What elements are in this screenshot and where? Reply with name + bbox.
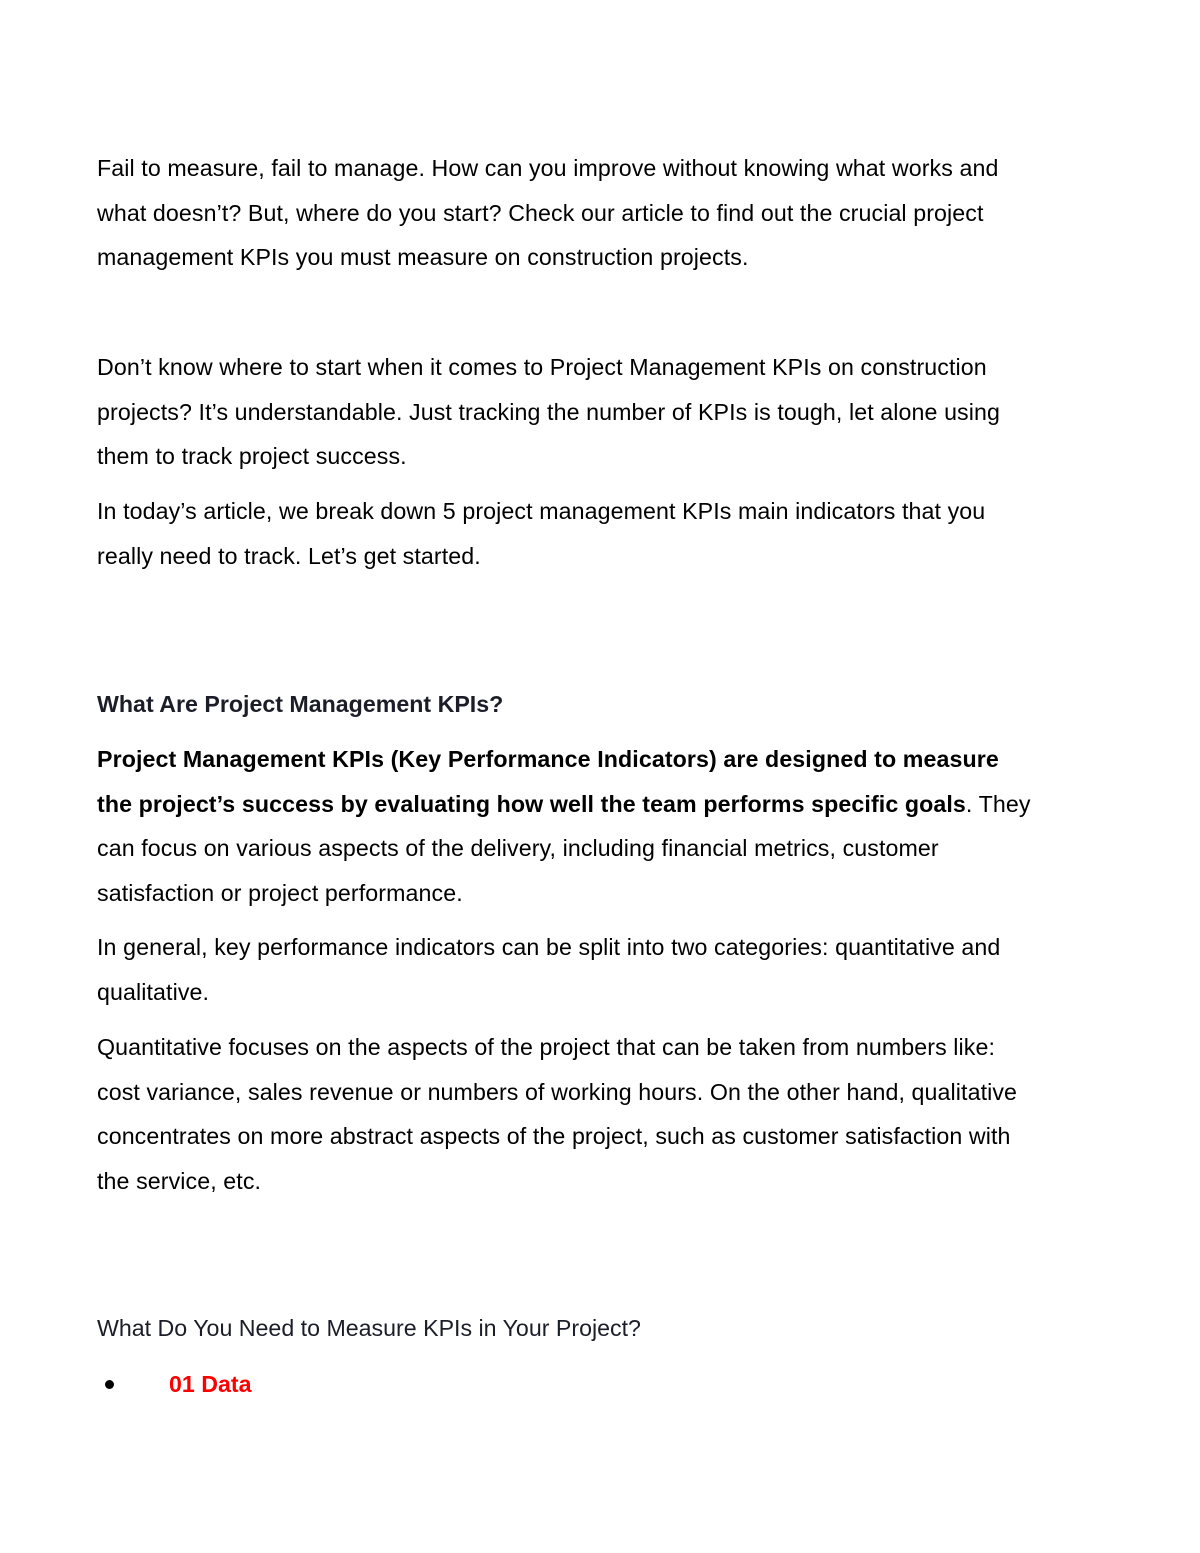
quantitative-line: concentrates on more abstract aspects of the project, such as customer satisfaction with bbox=[97, 1123, 1011, 1149]
definition-line: can focus on various aspects of the delivery, including financial metrics, customer bbox=[97, 835, 939, 861]
definition-line: satisfaction or project performance. bbox=[97, 879, 463, 906]
quantitative-line: cost variance, sales revenue or numbers of working hours. On the other hand, qualitative bbox=[97, 1078, 1018, 1105]
bullet-icon bbox=[105, 1380, 114, 1389]
definition-line-tail: . They bbox=[965, 790, 1031, 817]
heading-what-do-you-need: What Do You Need to Measure KPIs in Your Project? bbox=[97, 1315, 641, 1341]
definition-bold-line: the project’s success by evaluating how well the team performs specific goals bbox=[97, 790, 966, 817]
definition-line-mixed bbox=[97, 782, 1127, 827]
dont-know-paragraph bbox=[97, 345, 1127, 479]
list-item-label-data: 01 Data bbox=[169, 1371, 252, 1397]
dont-know-line: Don’t know where to start when it comes to Project Management KPIs on construction bbox=[97, 354, 987, 380]
categories-line: qualitative. bbox=[97, 978, 210, 1005]
definition-paragraph bbox=[97, 737, 1127, 915]
quantitative-line: Quantitative focuses on the aspects of the project that can be taken from numbers like: bbox=[97, 1034, 996, 1060]
categories-line: In general, key performance indicators can be split into two categories: quantitative and bbox=[97, 934, 1001, 960]
today-line: really need to track. Let’s get started. bbox=[97, 542, 481, 569]
intro-line: Fail to measure, fail to manage. How can you improve without knowing what works and bbox=[97, 155, 999, 181]
today-line: In today’s article, we break down 5 project management KPIs main indicators that you bbox=[97, 498, 986, 524]
dont-know-line: projects? It’s understandable. Just tracking the number of KPIs is tough, let alone using bbox=[97, 398, 1000, 425]
intro-paragraph bbox=[97, 146, 1127, 280]
quantitative-paragraph bbox=[97, 1025, 1127, 1203]
today-paragraph bbox=[97, 489, 1127, 578]
categories-paragraph bbox=[97, 925, 1127, 1014]
dont-know-line: them to track project success. bbox=[97, 443, 407, 469]
intro-line: what doesn’t? But, where do you start? Check our article to find out the crucial project bbox=[97, 199, 984, 226]
heading-what-are-kpis: What Are Project Management KPIs? bbox=[97, 691, 504, 717]
quantitative-line: the service, etc. bbox=[97, 1167, 262, 1194]
intro-line: management KPIs you must measure on construction projects. bbox=[97, 244, 749, 270]
document-page bbox=[97, 0, 1127, 1553]
definition-bold-line: Project Management KPIs (Key Performance Indicators) are designed to measure bbox=[97, 746, 999, 772]
